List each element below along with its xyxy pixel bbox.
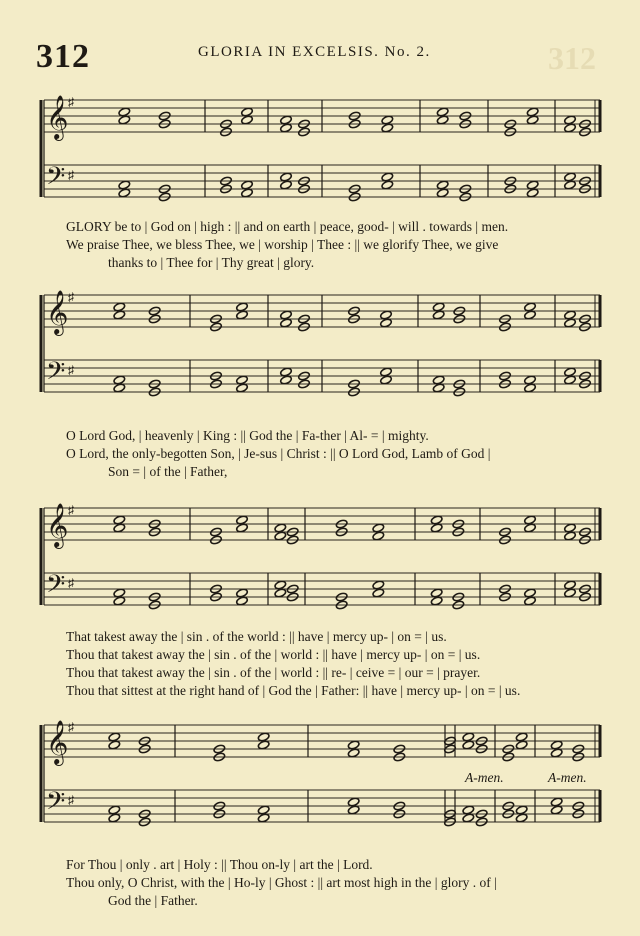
lyric-line: Thou only, O Christ, with the | Ho-ly | Ghost : || art most high in the | glory . of | [66,875,497,890]
key-sharp-icon: ♯ [68,363,74,377]
lyric-line: Son = | of the | Father, [108,464,228,479]
note-head [280,310,293,320]
bleed-through-page-number: 312 [548,40,596,76]
note-head [430,523,443,533]
note-head [113,588,126,598]
note-head [462,740,475,750]
note-head [241,180,254,190]
lyric-line: We praise Thee, we bless Thee, we | worship | Thee : || we glorify Thee, we give [66,237,499,252]
note-head [550,740,563,750]
note-head [274,580,287,590]
lyric-line: thanks to | Thee for | Thy great | glory. [108,255,315,270]
note-head [274,523,287,533]
note-head [564,180,577,190]
note-head [524,383,537,393]
note-head [280,172,293,182]
page-title: GLORIA IN EXCELSIS. No. 2. [198,44,431,60]
note-head [564,523,577,533]
note-head [236,588,249,598]
note-head [380,367,393,377]
note-head [257,805,270,815]
bass-clef-icon: 𝄢 [46,570,66,605]
note-head [108,732,121,742]
key-sharp-icon: ♯ [68,95,74,109]
lyrics-block-1 [66,218,616,272]
note-head [380,375,393,385]
note-head [462,732,475,742]
note-head [280,123,293,133]
note-head [236,515,249,525]
note-head [236,302,249,312]
note-head [280,318,293,328]
note-head [430,596,443,606]
note-head [524,523,537,533]
note-head [280,115,293,125]
music-system-1 [0,90,640,210]
note-head [515,813,528,823]
lyric-line: O Lord God, | heavenly | King : || God the | Fa-ther | Al- = | mighty. [66,428,429,443]
note-head [113,310,126,320]
note-head [274,531,287,541]
note-head [515,740,528,750]
note-head [564,367,577,377]
note-head [564,310,577,320]
note-head [564,318,577,328]
note-head [524,310,537,320]
note-head [113,375,126,385]
note-head [564,531,577,541]
music-system-4 [0,715,640,845]
lyric-line: Thou that sittest at the right hand of | God the | Father: || have | mercy up- | on = | us. [66,683,521,698]
note-head [432,383,445,393]
note-head [257,732,270,742]
note-head [524,588,537,598]
key-sharp-icon: ♯ [68,576,74,590]
note-head [113,523,126,533]
bass-clef-icon: 𝄢 [46,162,66,197]
note-head [462,805,475,815]
note-head [280,367,293,377]
note-head [118,180,131,190]
treble-clef-icon: 𝄞 [46,720,69,764]
note-head [236,383,249,393]
note-head [526,180,539,190]
note-head [372,531,385,541]
note-head [347,805,360,815]
note-head [108,813,121,823]
note-head [372,523,385,533]
treble-clef-icon: 𝄞 [46,95,69,139]
note-head [241,188,254,198]
note-head [274,588,287,598]
lyrics-block-2 [66,427,616,481]
note-head [526,188,539,198]
note-head [118,107,131,117]
note-head [462,813,475,823]
note-head [241,107,254,117]
lyrics-block-4 [66,856,616,910]
note-head [236,523,249,533]
note-head [347,797,360,807]
lyric-line: GLORY be to | God on | high : || and on earth | peace, good- | will . towards | men. [66,219,509,234]
lyric-line: That takest away the | sin . of the world : || have | mercy up- | on = | us. [66,629,447,644]
note-head [241,115,254,125]
amen-second: A-men. [548,770,587,785]
note-head [113,515,126,525]
note-head [524,515,537,525]
key-sharp-icon: ♯ [68,793,74,807]
lyric-line: For Thou | only . art | Holy : || Thou on-ly | art the | Lord. [66,857,373,872]
note-head [515,732,528,742]
note-head [118,115,131,125]
note-head [436,107,449,117]
note-head [436,115,449,125]
note-head [380,310,393,320]
note-head [372,580,385,590]
note-head [524,596,537,606]
note-head [280,375,293,385]
note-head [347,748,360,758]
note-head [550,797,563,807]
note-head [381,115,394,125]
bass-clef-icon: 𝄢 [46,787,66,822]
note-head [380,318,393,328]
note-head [118,188,131,198]
note-head [236,375,249,385]
note-head [236,596,249,606]
note-head [564,588,577,598]
note-head [257,740,270,750]
note-head [564,172,577,182]
note-head [436,188,449,198]
bass-clef-icon: 𝄢 [46,357,66,392]
note-head [381,180,394,190]
lyrics-block-3 [66,628,616,700]
note-head [526,115,539,125]
note-head [430,515,443,525]
lyric-line: O Lord, the only-begotten Son, | Je-sus | Christ : || O Lord God, Lamb of God | [66,446,491,461]
note-head [436,180,449,190]
note-head [432,310,445,320]
note-head [113,383,126,393]
note-head [113,302,126,312]
page-number: 312 [36,38,90,75]
note-head [113,596,126,606]
lyric-line: Thou that takest away the | sin . of the | world : || have | mercy up- | on = | us. [66,647,481,662]
note-head [564,375,577,385]
note-head [347,740,360,750]
note-head [381,123,394,133]
note-head [257,813,270,823]
note-head [564,123,577,133]
note-head [564,115,577,125]
note-head [108,805,121,815]
key-sharp-icon: ♯ [68,503,74,517]
lyric-line: God the | Father. [108,893,198,908]
note-head [550,805,563,815]
note-head [524,375,537,385]
note-head [381,172,394,182]
note-head [280,180,293,190]
note-head [550,748,563,758]
note-head [430,588,443,598]
note-head [108,740,121,750]
music-system-2 [0,285,640,415]
note-head [372,588,385,598]
treble-clef-icon: 𝄞 [46,290,69,334]
treble-clef-icon: 𝄞 [46,503,69,547]
note-head [564,580,577,590]
note-head [524,302,537,312]
note-head [515,805,528,815]
note-head [526,107,539,117]
amen-first: A-men. [465,770,504,785]
lyric-line: Thou that takest away the | sin . of the | world : || re- | ceive = | our = | prayer. [66,665,481,680]
key-sharp-icon: ♯ [68,168,74,182]
note-head [432,302,445,312]
note-head [236,310,249,320]
note-head [432,375,445,385]
key-sharp-icon: ♯ [68,720,74,734]
music-system-3 [0,498,640,618]
key-sharp-icon: ♯ [68,290,74,304]
